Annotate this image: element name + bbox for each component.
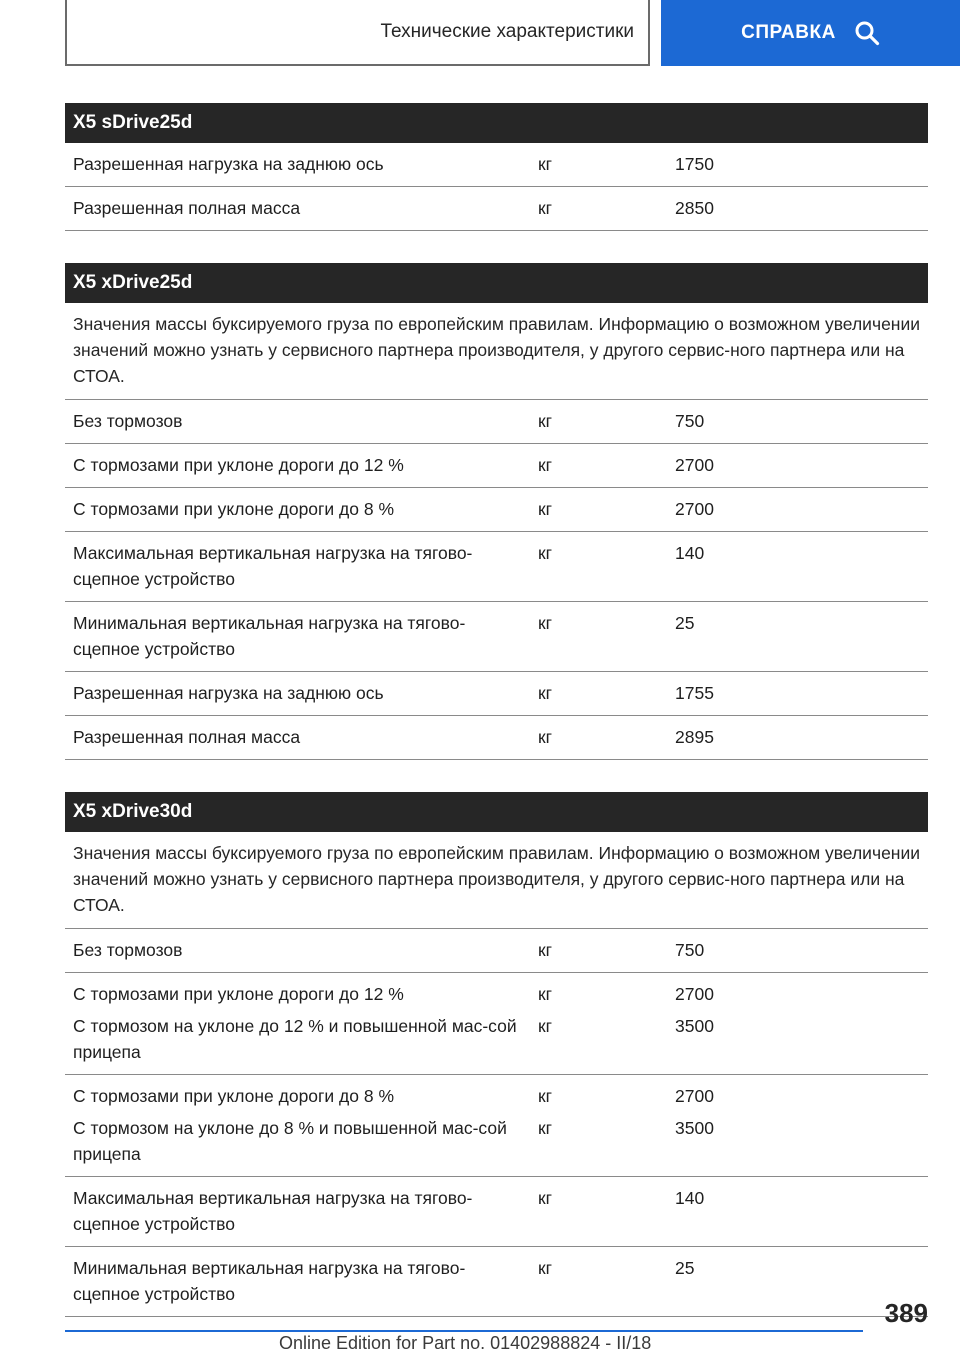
row-unit: кг (538, 455, 553, 475)
section-header: X5 xDrive25d (65, 263, 928, 303)
row-value: 25 (675, 613, 695, 633)
row-label: Максимальная вертикальная нагрузка на тягово-сцепное устройство (73, 543, 473, 589)
table-row (65, 672, 928, 716)
row-unit: кг (538, 613, 553, 633)
row-label: Без тормозов (73, 940, 183, 960)
row-value: 140 (675, 543, 705, 563)
section-header: X5 xDrive30d (65, 792, 928, 832)
row-unit: кг (538, 683, 553, 703)
row-unit: кг (538, 198, 553, 218)
row-value: 2700 (675, 984, 714, 1004)
row-value: 2700 (675, 1086, 714, 1106)
row-label: С тормозами при уклоне дороги до 12 % (73, 455, 404, 475)
row-label: Минимальная вертикальная нагрузка на тягово-сцепное устройство (73, 613, 466, 659)
row-value: 750 (675, 411, 705, 431)
table-row (65, 488, 928, 532)
row-value: 25 (675, 1258, 695, 1278)
row-value: 140 (675, 1188, 705, 1208)
row-unit: кг (538, 1188, 553, 1208)
edition-info: Online Edition for Part no. 01402988824 - II/18 (279, 1333, 652, 1353)
row-label: Максимальная вертикальная нагрузка на тягово-сцепное устройство (73, 1188, 473, 1234)
spec-section (65, 103, 928, 231)
spec-tables (65, 103, 928, 1349)
row-label: Разрешенная нагрузка на заднюю ось (73, 683, 384, 703)
row-unit: кг (538, 1258, 553, 1278)
table-row (65, 143, 928, 187)
table-row (65, 444, 928, 488)
spec-section (65, 792, 928, 1317)
row-label: Разрешенная полная масса (73, 727, 301, 747)
row-value: 3500 (675, 1016, 714, 1036)
spec-section (65, 263, 928, 760)
section-title: Технические характеристики (380, 21, 634, 42)
row-unit: кг (538, 543, 553, 563)
row-unit: кг (538, 984, 553, 1004)
section-note: Значения массы буксируемого груза по европейским правилам. Информацию о возможном увеличении значений можно узнать у сервисного партнера производителя, у другого сервис-ного партнера или на СТОА. (65, 832, 928, 929)
row-unit: кг (538, 499, 553, 519)
help-button[interactable] (661, 0, 960, 66)
table-row (65, 716, 928, 760)
page-number: 389 (884, 1298, 928, 1328)
row-unit: кг (538, 1086, 553, 1106)
row-value: 2700 (675, 455, 714, 475)
row-value: 3500 (675, 1118, 714, 1138)
row-value: 2895 (675, 727, 714, 747)
row-label: Минимальная вертикальная нагрузка на тягово-сцепное устройство (73, 1258, 466, 1304)
row-unit: кг (538, 411, 553, 431)
row-value: 2700 (675, 499, 714, 519)
table-row (65, 400, 928, 444)
row-label: С тормозом на уклоне до 8 % и повышенной мас-сой прицепа (73, 1118, 507, 1164)
table-row (65, 973, 928, 1075)
section-header: X5 sDrive25d (65, 103, 928, 143)
row-label: С тормозом на уклоне до 12 % и повышенной мас-сой прицепа (73, 1016, 517, 1062)
row-unit: кг (538, 1016, 553, 1036)
row-unit: кг (538, 154, 553, 174)
page-header-title-box (65, 0, 650, 66)
help-label: СПРАВКА (741, 22, 836, 43)
row-label: Без тормозов (73, 411, 183, 431)
table-row (65, 187, 928, 231)
row-unit: кг (538, 727, 553, 747)
row-value: 1750 (675, 154, 714, 174)
row-label: С тормозами при уклоне дороги до 12 % (73, 984, 404, 1004)
table-row (65, 1075, 928, 1177)
table-row (65, 929, 928, 973)
row-label: С тормозами при уклоне дороги до 8 % (73, 499, 395, 519)
row-unit: кг (538, 1118, 553, 1138)
table-row (65, 532, 928, 602)
row-label: Разрешенная нагрузка на заднюю ось (73, 154, 384, 174)
table-row (65, 602, 928, 672)
row-label: С тормозами при уклоне дороги до 8 % (73, 1086, 395, 1106)
row-value: 750 (675, 940, 705, 960)
section-note: Значения массы буксируемого груза по европейским правилам. Информацию о возможном увеличении значений можно узнать у сервисного партнера производителя, у другого сервис-ного партнера или на СТОА. (65, 303, 928, 400)
table-row (65, 1247, 928, 1317)
row-unit: кг (538, 940, 553, 960)
row-value: 2850 (675, 198, 714, 218)
row-label: Разрешенная полная масса (73, 198, 301, 218)
search-icon (854, 20, 880, 46)
row-value: 1755 (675, 683, 714, 703)
table-row (65, 1177, 928, 1247)
footer-divider (65, 1330, 863, 1332)
